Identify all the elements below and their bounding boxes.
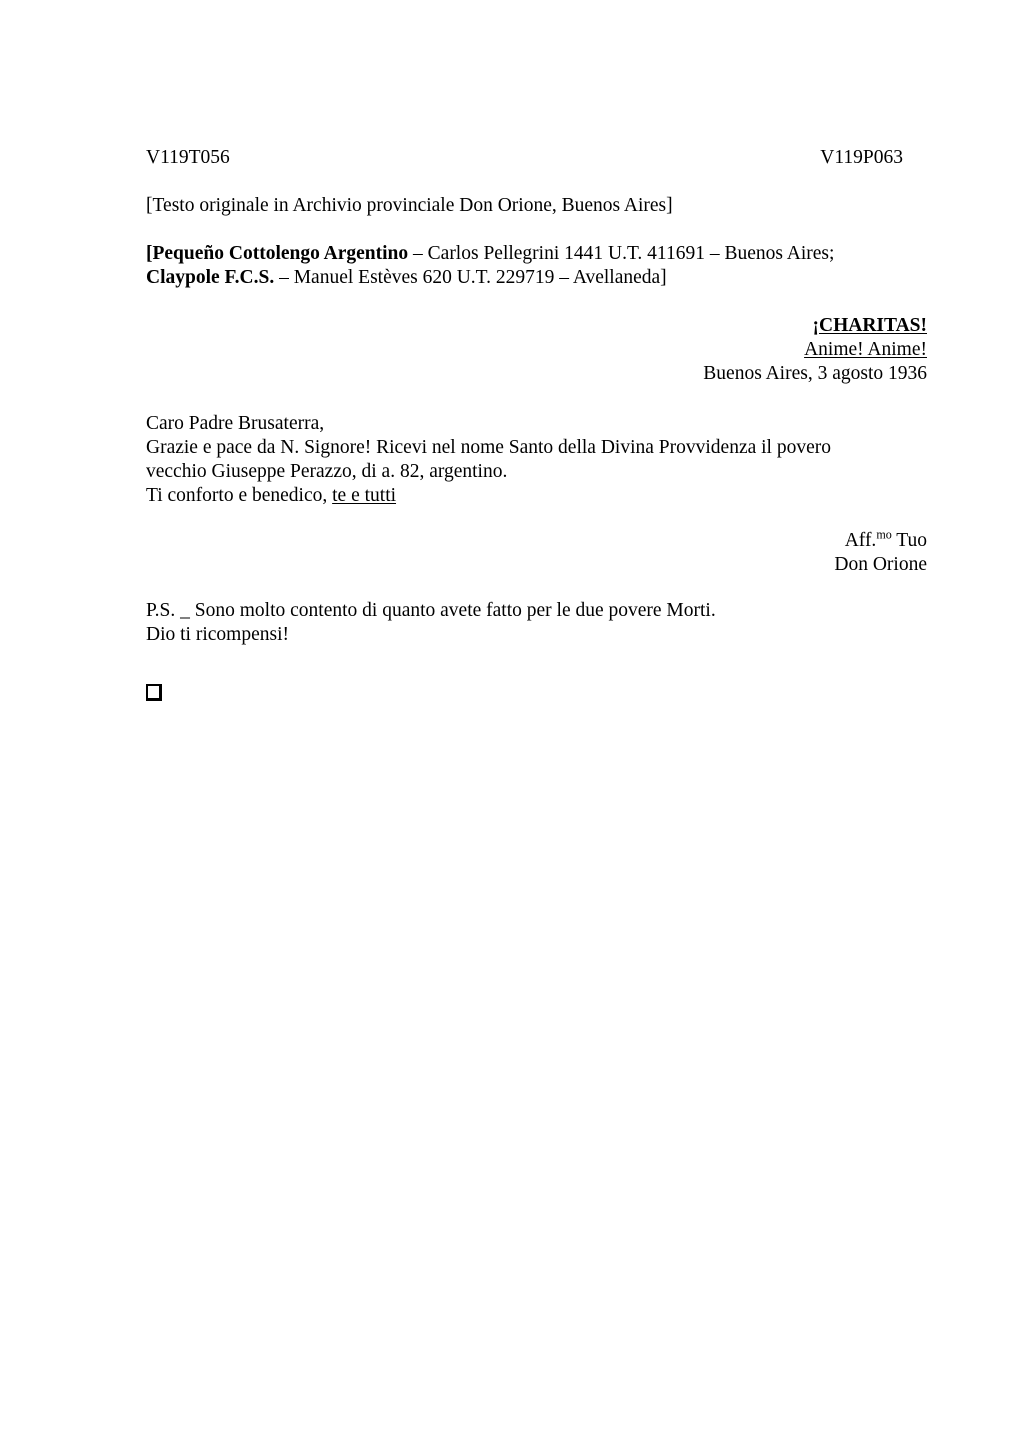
dateline: Buenos Aires, 3 agosto 1936 — [703, 363, 927, 384]
page-header — [146, 146, 927, 170]
letterhead — [146, 242, 927, 290]
benediction-plain: Ti conforto e benedico, — [146, 485, 333, 506]
end-of-text-square-icon — [146, 684, 162, 701]
anime-submotto: Anime! Anime! — [804, 339, 927, 360]
body-line-2: vecchio Giuseppe Perazzo, di a. 82, argentino. — [146, 461, 508, 482]
end-marker-row — [146, 684, 927, 708]
doc-code-left: V119T056 — [146, 147, 230, 168]
letter-body — [146, 412, 927, 508]
letterhead-branch-name: Claypole F.C.S. — [146, 267, 275, 288]
signature-name: Don Orione — [834, 554, 927, 575]
letterhead-line-2 — [146, 266, 927, 290]
letterhead-line-1 — [146, 242, 927, 266]
signature-closing-superscript: mo — [876, 527, 892, 542]
letterhead-org-name: [Pequeño Cottolengo Argentino — [146, 243, 409, 264]
signature-block — [146, 529, 927, 577]
signature-closing — [146, 529, 927, 553]
benediction-line — [146, 484, 927, 508]
postscript-block — [146, 599, 927, 647]
doc-code-right: V119P063 — [820, 147, 903, 168]
benediction-underlined-phrase: te e tutti — [332, 485, 397, 506]
postscript-line-2: Dio ti ricompensi! — [146, 624, 289, 645]
body-line-1: Grazie e pace da N. Signore! Ricevi nel nome Santo della Divina Provvidenza il povero — [146, 437, 831, 458]
letterhead-address-1: – Carlos Pellegrini 1441 U.T. 411691 – Buenos Aires; — [408, 243, 835, 264]
salutation: Caro Padre Brusaterra, — [146, 413, 325, 434]
signature-closing-pre: Aff. — [844, 530, 877, 551]
letterhead-address-2: – Manuel Estèves 620 U.T. 229719 – Avellaneda] — [274, 267, 667, 288]
archive-note: [Testo originale in Archivio provinciale Don Orione, Buenos Aires] — [146, 195, 673, 216]
invocation-block — [146, 314, 927, 386]
postscript-line-1: P.S. _ Sono molto contento di quanto avete fatto per le due povere Morti. — [146, 600, 716, 621]
signature-closing-post: Tuo — [891, 530, 927, 551]
charitas-motto: ¡CHARITAS! — [812, 315, 927, 336]
